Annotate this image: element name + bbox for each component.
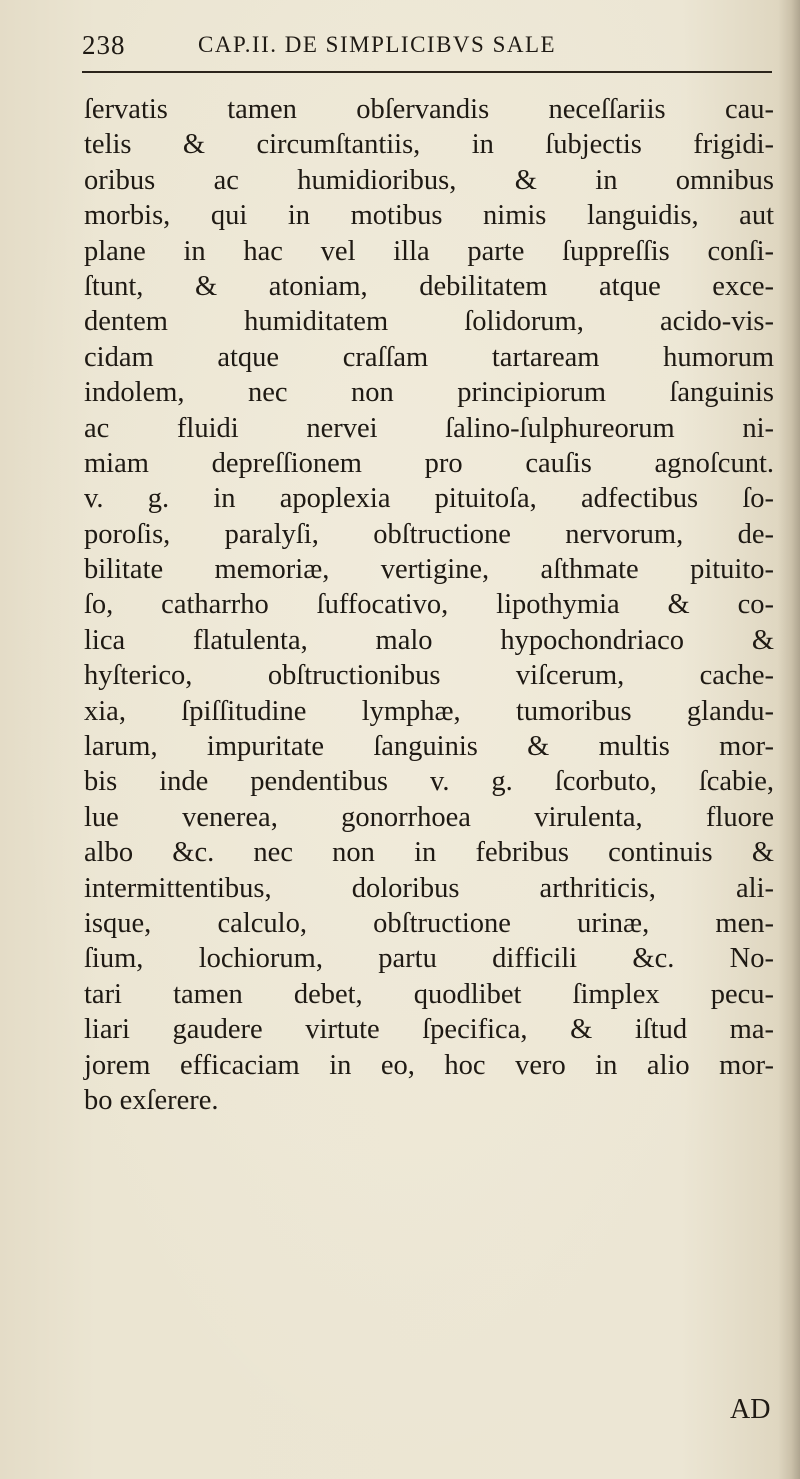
- text-line: isque, calculo, obſtructione urinæ, men-: [84, 907, 774, 939]
- text-line: bis inde pendentibus v. g. ſcorbuto, ſcabie,: [84, 766, 774, 798]
- text-line: larum, impuritate ſanguinis & multis mor-: [84, 731, 774, 763]
- text-line: tari tamen debet, quodlibet ſimplex pecu-: [84, 978, 774, 1010]
- page-edge-shadow: [778, 0, 800, 1479]
- text-line: jorem efficaciam in eo, hoc vero in alio mor-: [84, 1049, 774, 1081]
- running-head: CAP.II. DE SIMPLICIBVS SALE: [198, 32, 557, 57]
- text-line: liari gaudere virtute ſpecifica, & iſtud ma-: [84, 1014, 774, 1046]
- text-line: hyſterico, obſtructionibus viſcerum, cache-: [84, 660, 774, 692]
- text-line: miam depreſſionem pro cauſis agnoſcunt.: [84, 447, 774, 479]
- text-line: cidam atque craſſam tartaream humorum: [84, 341, 774, 373]
- text-line: lica flatulenta, malo hypochondriaco &: [84, 624, 774, 656]
- text-line: poroſis, paralyſi, obſtructione nervorum, de-: [84, 518, 774, 550]
- text-line: dentem humiditatem ſolidorum, acido-vis-: [84, 306, 774, 338]
- text-line: v. g. in apoplexia pituitoſa, adfectibus ſo-: [84, 483, 774, 515]
- text-line: bilitate memoriæ, vertigine, aſthmate pituito-: [84, 554, 774, 586]
- text-line: ſo, catharrho ſuffocativo, lipothymia & co-: [84, 589, 774, 621]
- text-line: morbis, qui in motibus nimis languidis, aut: [84, 200, 774, 232]
- text-line: ac fluidi nervei ſalino-ſulphureorum ni-: [84, 412, 774, 444]
- text-line: oribus ac humidioribus, & in omnibus: [84, 164, 774, 196]
- text-line: ſtunt, & atoniam, debilitatem atque exce-: [84, 270, 774, 302]
- body-text: [84, 92, 774, 1118]
- text-line: intermittentibus, doloribus arthriticis, ali-: [84, 872, 774, 904]
- text-line: bo exſerere.: [84, 1084, 219, 1116]
- text-line: plane in hac vel illa parte ſuppreſſis conſi-: [84, 235, 774, 267]
- page-number: 238: [82, 30, 126, 60]
- header-rule: [82, 71, 772, 73]
- page-header: [82, 28, 782, 68]
- catchword: AD: [730, 1394, 771, 1425]
- text-line: xia, ſpiſſitudine lymphæ, tumoribus glandu-: [84, 695, 774, 727]
- text-line: indolem, nec non principiorum ſanguinis: [84, 377, 774, 409]
- text-line: lue venerea, gonorrhoea virulenta, fluore: [84, 801, 774, 833]
- text-line: albo &c. nec non in febribus continuis &: [84, 837, 774, 869]
- text-line: telis & circumſtantiis, in ſubjectis frigidi-: [84, 129, 774, 161]
- text-line: ſervatis tamen obſervandis neceſſariis cau-: [84, 94, 774, 125]
- text-line: ſium, lochiorum, partu difficili &c. No-: [84, 943, 774, 975]
